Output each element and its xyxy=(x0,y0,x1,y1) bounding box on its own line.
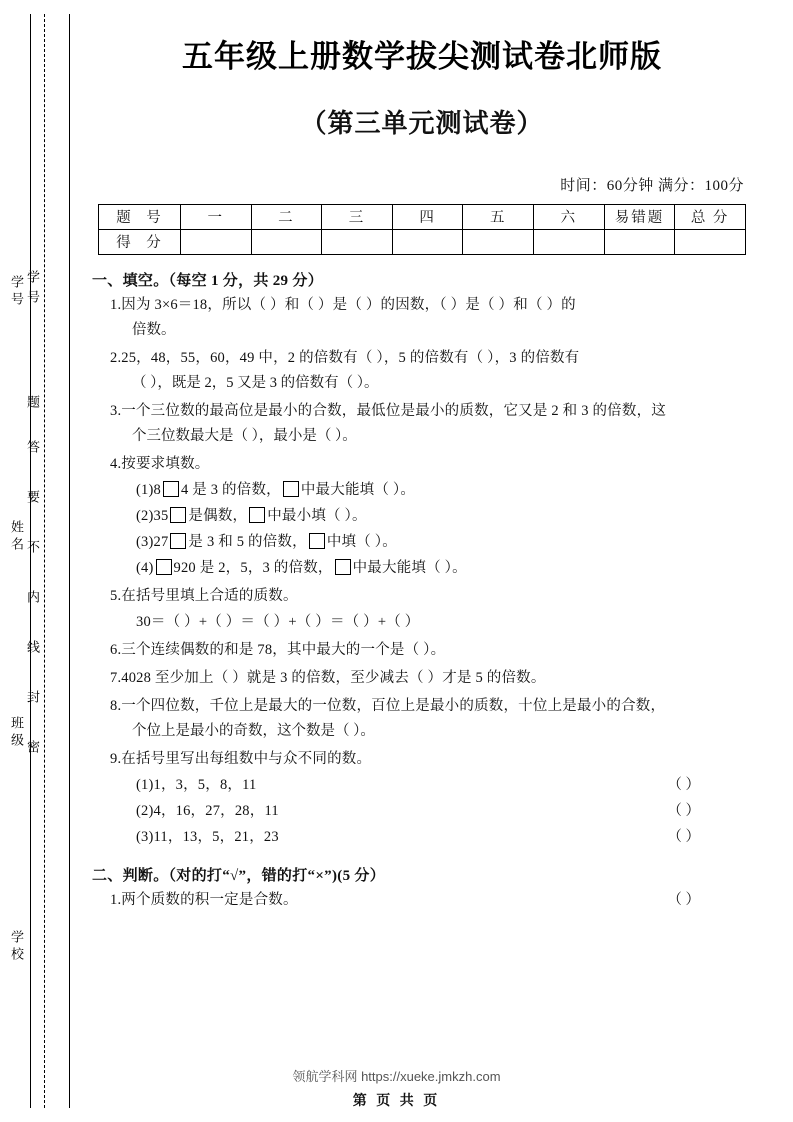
blank-box-icon[interactable] xyxy=(335,559,351,575)
question-2-number: 2. xyxy=(110,349,122,366)
score-col-1: 一 xyxy=(181,204,252,229)
question-9-sub-1 xyxy=(92,772,752,798)
q4s2-mid: 是偶数， xyxy=(188,507,248,524)
question-2-line-1: 25，48，55，60，49 中，2 的倍数有（ ），5 的倍数有（ ），3 的倍数有 xyxy=(121,349,580,366)
question-1-number: 1. xyxy=(110,296,122,313)
score-col-4: 四 xyxy=(392,204,463,229)
q9s3-answer-blank[interactable]: （ ） xyxy=(667,828,700,845)
seal-label-xuehao: 学号 xyxy=(25,270,40,310)
q4s4-pre: (4) xyxy=(136,559,154,576)
question-4 xyxy=(92,452,752,477)
q4s4-post: 中最大能填（ ）。 xyxy=(352,559,467,576)
q4s3-pre: (3)27 xyxy=(136,533,169,550)
seal-label-mi: 密 xyxy=(25,740,40,760)
question-5-line-1: 在括号里填上合适的质数。 xyxy=(121,587,298,604)
q9s1-answer-blank[interactable]: （ ） xyxy=(667,776,700,793)
field-label-xingming: 姓名 xyxy=(9,520,24,554)
section2-question-1-number: 1. xyxy=(110,891,122,908)
q4s2-pre: (2)35 xyxy=(136,507,169,524)
seal-label-bu: 不 xyxy=(25,540,40,560)
question-1-line-1: 因为 3×6＝18，所以（ ）和（ ）是（ ）的因数，（ ）是（ ）和（ ）的 xyxy=(121,296,576,313)
score-cell-1[interactable] xyxy=(181,229,252,254)
seal-label-feng: 封 xyxy=(25,690,40,710)
score-cell-5[interactable] xyxy=(463,229,534,254)
score-col-6: 六 xyxy=(534,204,605,229)
score-cell-8[interactable] xyxy=(675,229,746,254)
score-cell-6[interactable] xyxy=(534,229,605,254)
page-subtitle: （第三单元测试卷） xyxy=(300,108,544,139)
score-table-header-row xyxy=(99,204,746,229)
question-4-number: 4. xyxy=(110,455,122,472)
question-5-expression: 30＝（ ）+（ ）＝（ ）+（ ）＝（ ）+（ ） xyxy=(136,613,420,630)
q4s1-post: 中最大能填（ ）。 xyxy=(300,481,416,498)
question-4-sub-4 xyxy=(92,555,752,581)
binding-margin xyxy=(30,14,70,1108)
question-2 xyxy=(92,346,752,371)
q9s3-text: (3)11，13，5，21，23 xyxy=(136,828,279,845)
question-9-number: 9. xyxy=(110,750,122,767)
score-table xyxy=(98,204,746,255)
question-3-line-1: 一个三位数的最高位是最小的合数，最低位是最小的质数，它又是 2 和 3 的倍数，这 xyxy=(121,402,666,419)
q4s3-post: 中填（ ）。 xyxy=(326,533,397,550)
seal-label-ti: 题 xyxy=(25,395,40,415)
watermark-text: 领航学科网 https://xueke.jmkzh.com xyxy=(292,1069,501,1084)
question-3 xyxy=(92,399,752,424)
score-table-value-row xyxy=(99,229,746,254)
question-9 xyxy=(92,747,752,772)
field-label-xuexiao: 学校 xyxy=(9,930,24,964)
question-9-sub-3 xyxy=(92,824,752,850)
question-8 xyxy=(92,694,752,719)
section2-question-1-answer-blank[interactable]: （ ） xyxy=(667,891,700,908)
section-heading-1: 一、填空。（每空 1 分，共 29 分） xyxy=(92,272,324,289)
score-table-row-label-ti: 题 号 xyxy=(99,204,181,229)
question-6-line-1: 三个连续偶数的和是 78，其中最大的一个是（ ）。 xyxy=(121,641,446,658)
q4s4-mid: 920 是 2，5，3 的倍数， xyxy=(173,559,333,576)
question-2-line-2: （ ），既是 2，5 又是 3 的倍数有（ ）。 xyxy=(132,374,379,391)
question-1 xyxy=(92,293,752,318)
question-9-line-1: 在括号里写出每组数中与众不同的数。 xyxy=(121,750,372,767)
seal-label-yao: 要 xyxy=(25,490,40,510)
question-6 xyxy=(92,638,752,663)
blank-box-icon[interactable] xyxy=(163,481,179,497)
page-footer: 第 页 共 页 xyxy=(352,1094,441,1109)
dashed-fold-line xyxy=(44,14,45,1108)
field-label-banji: 班级 xyxy=(9,716,24,750)
seal-label-nei: 内 xyxy=(25,590,40,610)
document-content xyxy=(92,28,752,913)
blank-box-icon[interactable] xyxy=(156,559,172,575)
blank-box-icon[interactable] xyxy=(170,533,186,549)
score-cell-2[interactable] xyxy=(251,229,322,254)
q9s2-answer-blank[interactable]: （ ） xyxy=(667,802,700,819)
seal-label-da: 答 xyxy=(25,440,40,460)
score-col-2: 二 xyxy=(251,204,322,229)
question-3-line-2: 个三位数最大是（ ），最小是（ ）。 xyxy=(132,427,357,444)
field-label-xuehao: 学号 xyxy=(9,275,24,309)
question-5-number: 5. xyxy=(110,587,122,604)
q9s2-text: (2)4，16，27，28，11 xyxy=(136,802,279,819)
blank-box-icon[interactable] xyxy=(309,533,325,549)
blank-box-icon[interactable] xyxy=(170,507,186,523)
blank-box-icon[interactable] xyxy=(249,507,265,523)
q4s2-post: 中最小填（ ）。 xyxy=(267,507,367,524)
section-heading-2: 二、判断。（对的打“√”，错的打“×”)(5 分） xyxy=(92,867,386,884)
question-8-number: 8. xyxy=(110,697,122,714)
question-4-sub-3 xyxy=(92,529,752,555)
question-7-line-1: 4028 至少加上（ ）就是 3 的倍数，至少减去（ ）才是 5 的倍数。 xyxy=(121,669,546,686)
seal-label-xian: 线 xyxy=(25,640,40,660)
score-col-5: 五 xyxy=(463,204,534,229)
question-8-line-1: 一个四位数，千位上是最大的一位数，百位上是最小的质数，十位上是最小的合数， xyxy=(121,697,666,714)
question-4-sub-1 xyxy=(92,477,752,503)
q4s1-pre: (1)8 xyxy=(136,481,161,498)
score-cell-7[interactable] xyxy=(604,229,675,254)
score-col-7: 易错题 xyxy=(604,204,675,229)
question-7-number: 7. xyxy=(110,669,122,686)
blank-box-icon[interactable] xyxy=(283,481,299,497)
score-cell-3[interactable] xyxy=(322,229,393,254)
question-3-number: 3. xyxy=(110,402,122,419)
question-4-line-1: 按要求填数。 xyxy=(121,455,210,472)
q4s3-mid: 是 3 和 5 的倍数， xyxy=(188,533,307,550)
question-9-sub-2 xyxy=(92,798,752,824)
score-cell-4[interactable] xyxy=(392,229,463,254)
section2-question-1-text: 两个质数的积一定是合数。 xyxy=(121,891,298,908)
question-7 xyxy=(92,666,752,691)
section2-question-1 xyxy=(92,888,752,913)
score-col-8: 总 分 xyxy=(675,204,746,229)
question-5 xyxy=(92,584,752,609)
question-1-line-2: 倍数。 xyxy=(132,321,176,338)
question-8-line-2: 个位上是最小的奇数，这个数是（ ）。 xyxy=(132,722,375,739)
score-col-3: 三 xyxy=(322,204,393,229)
q9s1-text: (1)1，3，5，8，11 xyxy=(136,776,257,793)
exam-meta: 时间：60分钟 满分：100分 xyxy=(560,177,744,194)
page-title: 五年级上册数学拔尖测试卷北师版 xyxy=(182,39,662,75)
score-table-row-label-defen: 得 分 xyxy=(99,229,181,254)
question-6-number: 6. xyxy=(110,641,122,658)
question-4-sub-2 xyxy=(92,503,752,529)
q4s1-mid: 4 是 3 的倍数， xyxy=(180,481,281,498)
